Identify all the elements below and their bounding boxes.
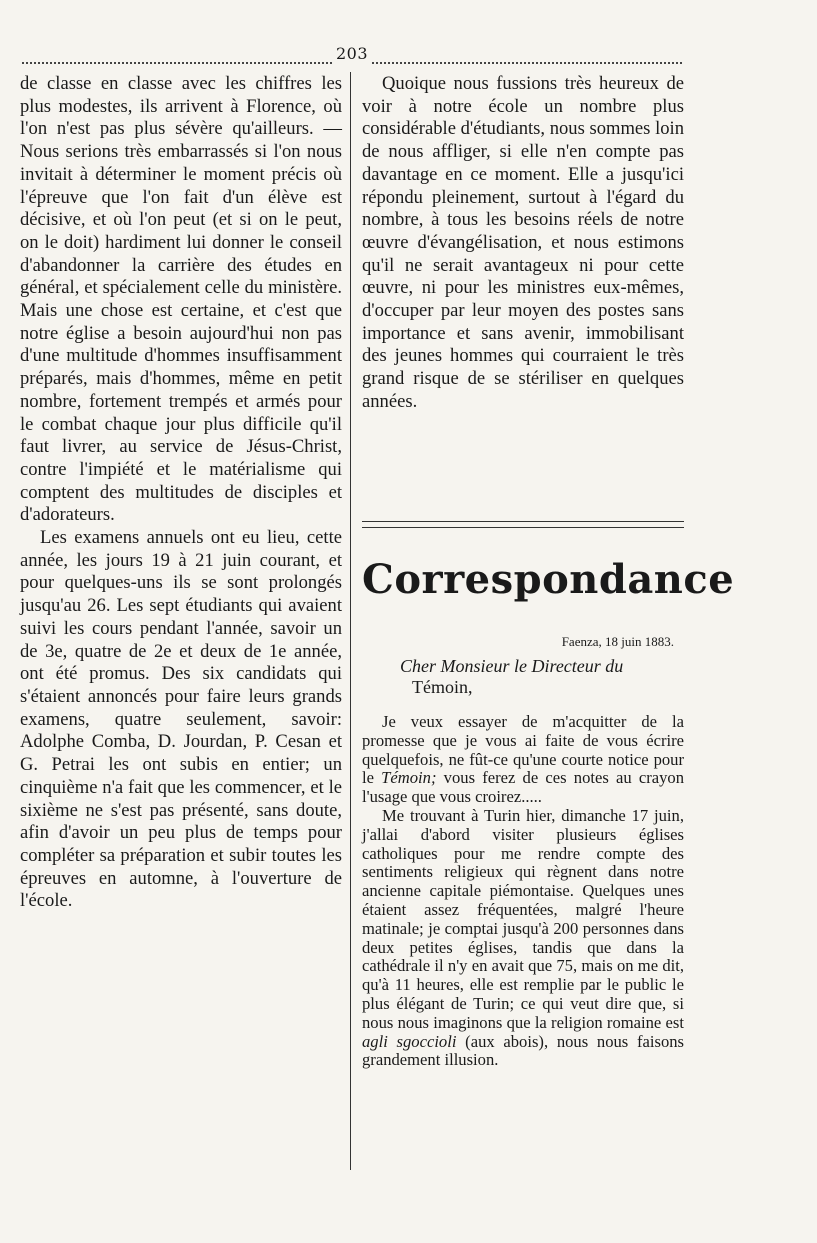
letter-p2-text-b: (aux abois), nous nous faisons grandement illusion. <box>362 1031 684 1070</box>
letter-paragraph-2 <box>362 807 684 1070</box>
letter-p2-italic: agli sgoccioli <box>362 1031 457 1051</box>
letter-paragraph-1 <box>362 713 684 807</box>
left-paragraph-1: de classe en classe avec les chiffres les plus modestes, ils arrivent à Florence, où l'on n'est pas plus sévère qu'ailleurs. — Nous serions très embarrassés si l'on nous invitait à déterminer le moment précis où l'épreuve que l'on fait d'un élève est décisive, et où l'on peut (et si on le peut, on le doit) hardiment lui donner le conseil d'abandonner la carrière des études en général, et spécialement celle du ministère. Mais une chose est certaine, et c'est que notre église a besoin aujourd'hui non pas d'une multitude d'hommes insuffisamment préparés, mais d'hommes, même en petit nombre, fortement trempés et armés pour le combat chaque jour plus difficile qu'il faut livrer, au service de Jésus-Christ, contre l'impiété et le matérialisme qui comptent des multitudes de disciples et d'adorateurs. <box>20 73 342 526</box>
letter-salutation <box>362 656 684 698</box>
letter-dateline: Faenza, 18 juin 1883. <box>561 634 674 649</box>
section-divider <box>362 521 684 528</box>
page-number: 203 <box>335 44 369 63</box>
header-rule-left <box>22 62 332 64</box>
letter-p1-text-b: vous ferez de ces notes au crayon l'usage que vous croirez..... <box>362 768 684 807</box>
column-separator <box>350 72 351 1170</box>
right-column <box>362 73 684 414</box>
section-title: Correspondance <box>362 556 735 603</box>
left-paragraph-2: Les examens annuels ont eu lieu, cette année, les jours 19 à 21 juin courant, et pour quelques-uns ils se sont prolongés jusqu'au 26. Les sept étudiants qui avaient suivi les cours pendant l'année, savoir un de 3e, quatre de 2e et deux de 1e année, ont été promus. Des six candidats qui s'étaient annoncés pour faire leurs grands examens, quatre seulement, savoir: Adolphe Comba, D. Jourdan, P. Cesan et G. Petrai les ont subis en entier; un cinquième n'a fait que les commencer, et le sixième ne s'est pas présenté, sans doute, afin d'avoir un peu plus de temps pour compléter sa préparation et subir toutes les épreuves en automne, à l'ouverture de l'école. <box>20 527 342 912</box>
salutation-line-1: Cher Monsieur le Directeur du <box>400 656 624 676</box>
left-column <box>20 73 342 913</box>
letter-body <box>362 713 684 1070</box>
letter-p1-text-a: Je veux essayer de m'acquitter de la promesse que je vous ai faite de vous écrire quelquefois, ne fût-ce qu'une courte notice pour le <box>362 712 684 788</box>
header-rule-right <box>372 62 682 64</box>
right-paragraph-1: Quoique nous fussions très heureux de voir à notre école un nombre plus considérable d'étudiants, nous sommes loin de nous affliger, si elle n'en compte pas davantage en ce moment. Elle a jusqu'ici répondu pleinement, surtout à l'égard du nombre, à tous les besoins réels de notre œuvre d'évangélisation, et nous estimons qu'il ne serait avantageux ni pour cette œuvre, ni pour les ministres eux-mêmes, d'occuper par leur moyen des postes sans importance et sans avenir, immobilisant des jeunes hommes qui courraient le très grand risque de se stériliser en quelques années. <box>362 73 684 412</box>
letter-p2-text-a: Me trouvant à Turin hier, dimanche 17 juin, j'allai d'abord visiter plusieurs églises catholiques pour me rendre compte des sentiments religieux qui règnent dans notre ancienne capitale piémontaise. Quelques unes étaient assez fréquentées, malgré l'heure matinale; je comptai jusqu'à 200 personnes dans deux petites églises, tandis que dans la cathédrale il n'y en avait que 75, mais on me dit, qu'à 11 heures, elle est remplie par le public le plus élégant de Turin; ce qui veut dire que, si nous nous imaginons que la religion romaine est <box>362 805 684 1032</box>
letter-p1-italic: Témoin; <box>381 768 437 788</box>
salutation-line-2: Témoin, <box>412 677 473 697</box>
